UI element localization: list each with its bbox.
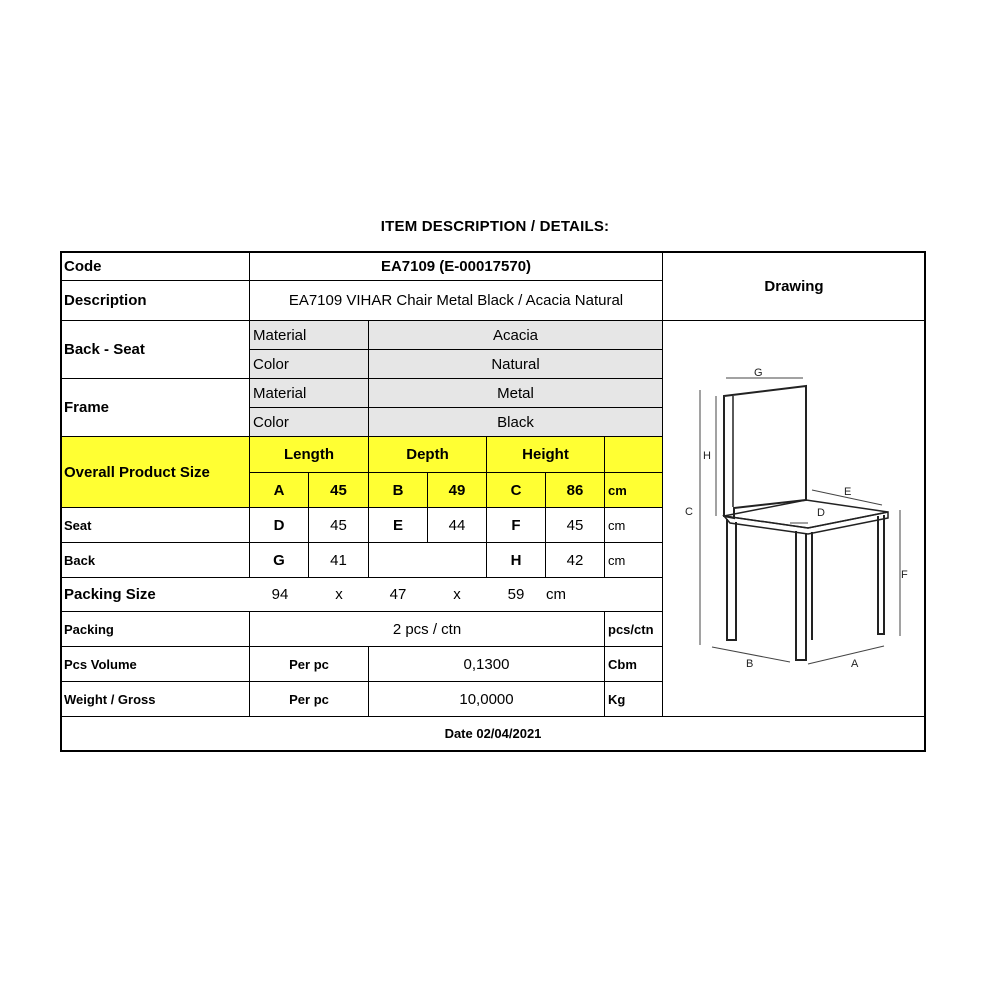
- dim-a-label: A: [273, 481, 285, 499]
- packing-size-x2: x: [453, 586, 461, 603]
- packing-size-x1: x: [335, 586, 343, 603]
- dim-c-label: C: [510, 481, 522, 499]
- chair-leg-back: [727, 519, 736, 640]
- weight-unit: Kg: [608, 691, 626, 707]
- code-label: Code: [64, 257, 102, 275]
- back-seat-material-label: Material: [253, 326, 307, 344]
- back-seat-color-label: Color: [253, 355, 289, 373]
- packing-size-height: 59: [507, 586, 525, 603]
- dim-a-value: 45: [330, 481, 347, 499]
- back-seat-label: Back - Seat: [64, 341, 145, 358]
- drawing-letter-e: E: [844, 486, 852, 498]
- dim-f-label: F: [511, 516, 521, 534]
- frame-color-value: Black: [497, 413, 534, 431]
- dim-e-label: E: [392, 516, 403, 534]
- drawing-letter-f: F: [901, 569, 908, 581]
- packing-size-depth: 47: [389, 586, 407, 603]
- date-footer: Date 02/04/2021: [444, 726, 542, 741]
- chair-leg-front: [796, 531, 806, 660]
- pcs-volume-label: Pcs Volume: [64, 656, 137, 672]
- packing-unit: pcs/ctn: [608, 621, 654, 637]
- dim-e-value: 44: [448, 516, 466, 534]
- dim-b-label: B: [392, 481, 404, 499]
- weight-value: 10,0000: [459, 690, 514, 708]
- weight-label: Weight / Gross: [64, 691, 156, 707]
- chair-seat: [724, 500, 888, 528]
- back-unit: cm: [608, 552, 626, 568]
- dim-g-value: 41: [330, 551, 347, 569]
- drawing-letter-a: A: [851, 658, 859, 670]
- packing-size-length: 94: [271, 586, 289, 603]
- height-header: Height: [522, 446, 569, 463]
- back-label: Back: [64, 552, 96, 568]
- packing-label: Packing: [64, 621, 114, 637]
- overall-unit: cm: [608, 482, 627, 498]
- depth-header: Depth: [406, 446, 449, 463]
- dim-h-label: H: [510, 551, 522, 569]
- dim-g-label: G: [273, 551, 285, 569]
- back-seat-material-value: Acacia: [492, 326, 539, 344]
- drawing-letter-c: C: [685, 506, 693, 518]
- seat-unit: cm: [608, 517, 626, 533]
- drawing-letter-h: H: [703, 450, 711, 462]
- dim-d-value: 45: [330, 516, 347, 534]
- weight-per: Per pc: [289, 691, 329, 707]
- length-header: Length: [284, 446, 334, 463]
- packing-value: 2 pcs / ctn: [392, 620, 462, 638]
- packing-size-unit: cm: [546, 586, 566, 603]
- drawing-label: Drawing: [764, 277, 824, 295]
- chair-backrest: [724, 386, 806, 518]
- description-value: EA7109 VIHAR Chair Metal Black / Acacia Natural: [288, 292, 624, 309]
- drawing-letter-d: D: [817, 507, 825, 519]
- drawing-letter-g: G: [754, 367, 763, 379]
- pcs-volume-unit: Cbm: [608, 656, 637, 672]
- frame-label: Frame: [64, 399, 110, 416]
- description-label: Description: [64, 292, 147, 309]
- code-value: EA7109 (E-00017570): [380, 257, 532, 275]
- drawing-letter-b: B: [746, 658, 754, 670]
- chair-drawing: [663, 321, 925, 716]
- dim-d-label: D: [273, 516, 285, 534]
- seat-label: Seat: [64, 517, 92, 533]
- dim-c-value: 86: [566, 481, 584, 499]
- frame-color-label: Color: [253, 413, 289, 431]
- back-seat-color-value: Natural: [491, 355, 540, 373]
- frame-material-label: Material: [253, 384, 307, 402]
- dim-b-value: 49: [448, 481, 466, 499]
- pcs-volume-per: Per pc: [289, 656, 329, 672]
- frame-material-value: Metal: [497, 384, 534, 402]
- pcs-volume-value: 0,1300: [463, 655, 510, 673]
- packing-size-label: Packing Size: [64, 586, 156, 603]
- overall-label: Overall Product Size: [64, 463, 210, 481]
- dim-h-value: 42: [566, 551, 584, 569]
- dim-f-value: 45: [566, 516, 584, 534]
- sheet-title: ITEM DESCRIPTION / DETAILS:: [380, 218, 610, 235]
